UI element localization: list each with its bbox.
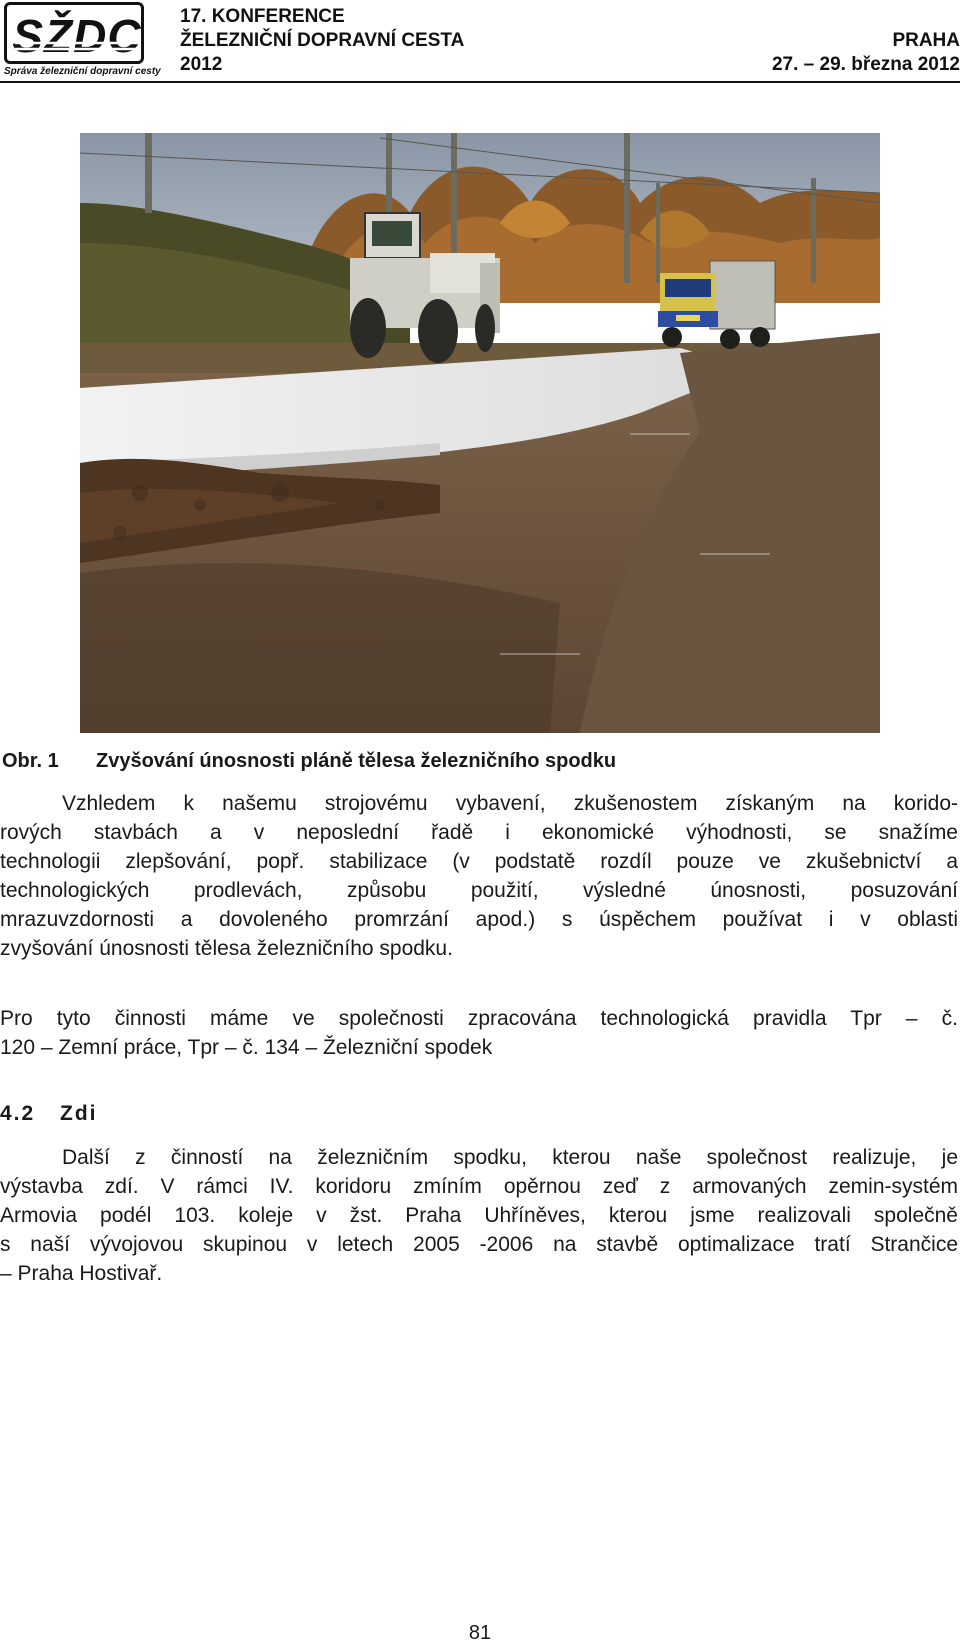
text-line: zvyšování únosnosti tělesa železničního spodku. <box>0 937 453 960</box>
caption-number: Obr. 1 <box>2 750 59 772</box>
header-divider <box>0 81 960 83</box>
szdc-logo <box>4 2 161 80</box>
text-line: 120 – Zemní práce, Tpr – č. 134 – Železniční spodek <box>0 1036 493 1059</box>
tatra-truck <box>658 261 775 349</box>
figure-caption <box>2 750 952 773</box>
text-line: výstavba zdí. V rámci IV. koridoru zmíním opěrnou zeď z armovaných zemin-systém <box>0 1175 958 1198</box>
section-heading <box>0 1102 98 1126</box>
text-line: – Praha Hostivař. <box>0 1262 163 1285</box>
text-line: s naší vývojovou skupinou v letech 2005 -2006 na stavbě optimalizace tratí Strančice <box>0 1233 958 1256</box>
page-header <box>0 0 960 84</box>
logo-letters: SŽDC <box>12 10 142 62</box>
figure-photo <box>80 133 880 733</box>
logo-subtitle: Správa železniční dopravní cesty <box>4 66 161 77</box>
section-number: 4.2 <box>0 1102 36 1125</box>
conference-place <box>720 29 960 77</box>
conference-year: 2012 <box>180 54 223 75</box>
conference-title <box>180 5 464 77</box>
section-title: Zdi <box>60 1102 98 1125</box>
conference-dates: 27. – 29. března 2012 <box>771 54 960 75</box>
paragraph-2 <box>0 1004 958 1062</box>
text-line: Vzhledem k našemu strojovému vybavení, zkušenostem získaným na korido- <box>62 792 958 815</box>
text-line: technologických prodlevách, způsobu použití, výsledné únosnosti, posuzování <box>0 879 958 902</box>
text-line: mrazuvzdornosti a dovoleného promrzání apod.) s úspěchem používat i v oblasti <box>0 908 958 931</box>
text-line: rových stavbách a v neposlední řadě i ekonomické výhodnosti, se snažíme <box>0 821 958 844</box>
paragraph-3 <box>0 1143 958 1288</box>
paragraph-1 <box>0 789 958 963</box>
photo-illustration <box>80 133 880 733</box>
caption-text: Zvyšování únosnosti pláně tělesa železničního spodku <box>96 750 617 772</box>
logo-mark <box>4 2 144 64</box>
text-line: Další z činností na železničním spodku, kterou naše společnost realizuje, je <box>62 1146 958 1169</box>
conference-city: PRAHA <box>892 30 960 51</box>
page-number: 81 <box>468 1622 492 1644</box>
logo-graphic <box>7 5 147 67</box>
text-line: Armovia podél 103. koleje v žst. Praha Uhříněves, kterou jsme realizovali společně <box>0 1204 958 1227</box>
conference-line-1: 17. KONFERENCE <box>180 6 345 27</box>
conference-line-2: ŽELEZNIČNÍ DOPRAVNÍ CESTA <box>180 30 465 51</box>
text-line: Pro tyto činnosti máme ve společnosti zpracována technologická pravidla Tpr – č. <box>0 1007 958 1030</box>
text-line: technologii zlepšování, popř. stabilizace (v podstatě rozdíl pouze ve zkušebnictví a <box>0 850 958 873</box>
